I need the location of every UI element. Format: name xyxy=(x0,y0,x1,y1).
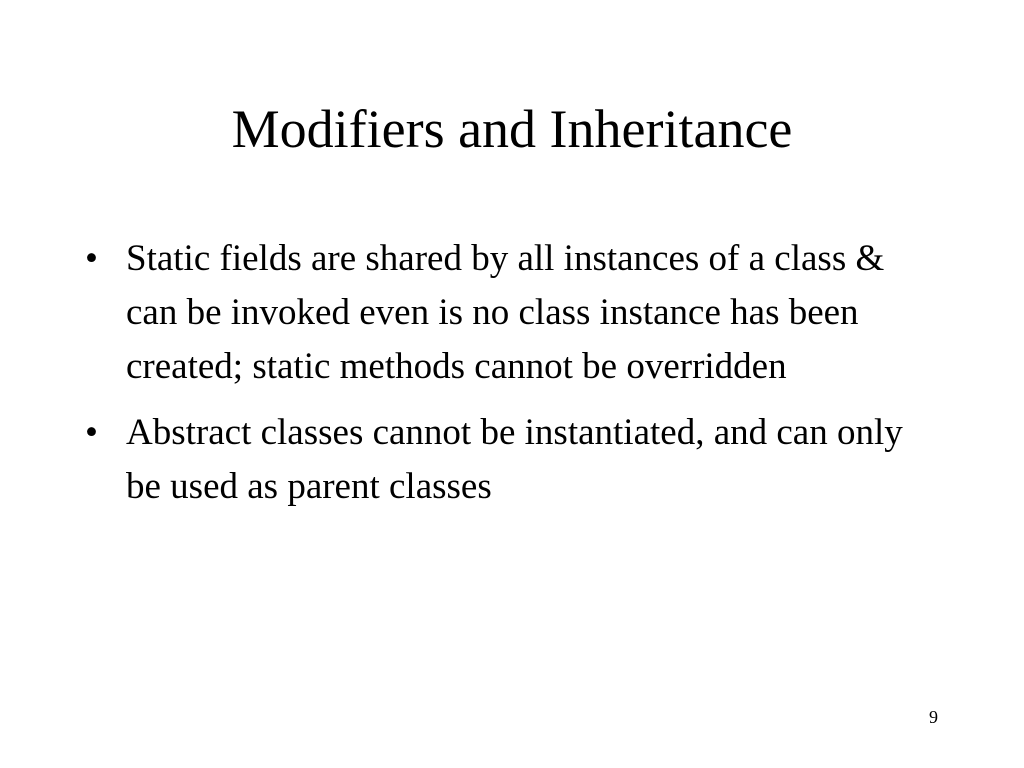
page-number: 9 xyxy=(929,707,938,727)
bullet-text: Static fields are shared by all instances of a class & can be invoked even is no class instance has been created; static methods cannot be overridden xyxy=(126,238,885,387)
bullet-icon: • xyxy=(85,412,98,453)
bullet-item xyxy=(85,232,935,394)
bullet-list xyxy=(85,232,935,526)
bullet-item xyxy=(85,406,935,514)
bullet-icon: • xyxy=(85,238,98,279)
bullet-text: Abstract classes cannot be instantiated, and can only be used as parent classes xyxy=(126,412,903,507)
slide-title: Modifiers and Inheritance xyxy=(231,99,793,159)
